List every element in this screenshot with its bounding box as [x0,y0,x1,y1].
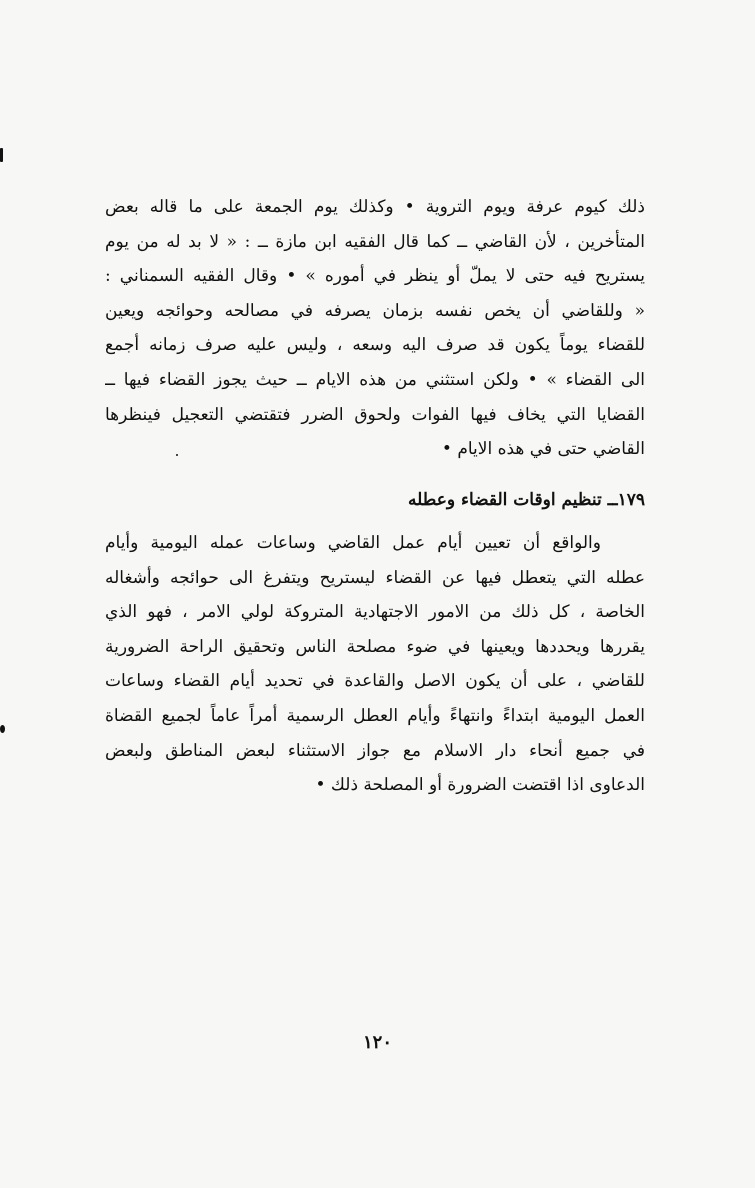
text-line: العمل اليومية ابتداءً وانتهاءً وأيام العطل الرسمية أمراً عاماً لجميع القضاة [105,705,645,726]
scan-edge-mark [0,148,3,162]
text-line: القاضي حتى في هذه الايام • [441,439,645,460]
previous-paragraph [105,190,645,467]
text-line: القضايا التي يخاف فيها الفوات ولحوق الضرر فتقتضي التعجيل فينظرها [105,404,645,425]
text-line: ذلك كيوم عرفة ويوم التروية • وكذلك يوم الجمعة على ما قاله بعض [105,197,645,217]
text-line: والواقع أن تعيين أيام عمل القاضي وساعات عمله اليومية وأيام [105,533,601,553]
text-line: يستريح فيه حتى لا يملّ أو ينظر في أموره » • وقال الفقيه السمناني : [105,266,645,287]
text-line: الدعاوى اذا اقتضت الضرورة أو المصلحة ذلك • [315,775,645,796]
scan-edge-mark [0,725,5,733]
text-line: الخاصة ، كل ذلك من الامور الاجتهادية المتروكة لولي الامر ، فهو الذي [105,602,645,623]
text-line: « وللقاضي أن يخص نفسه بزمان يصرفه في مصالحه وحوائجه ويعين [105,300,645,321]
text-line: للقضاء يوماً يكون قد صرف اليه وسعه ، وليس عليه صرف زمانه أجمع [105,335,645,356]
section-heading: ١٧٩ــ تنظيم اوقات القضاء وعطله [408,490,645,510]
text-line: الى القضاء » • ولكن استثني من هذه الايام ــ حيث يجوز القضاء فيها ــ [105,369,645,390]
text-line: عطله التي يتعطل فيها عن القضاء ليستريح ويتفرغ الى حوائجه وأشغاله [105,567,645,588]
text-line: في جميع أنحاء دار الاسلام مع جواز الاستثناء لبعض المناطق ولبعض [105,740,645,761]
page-number: ١٢٠ [362,1032,392,1053]
text-line: للقاضي ، على أن يكون الاصل والقاعدة في تحديد أيام القضاء وساعات [105,671,645,692]
text-line: يقررها ويحددها ويعينها في ضوء مصلحة الناس وتحقيق الراحة الضرورية [105,636,645,657]
text-line: المتأخرين ، لأن القاضي ــ كما قال الفقيه ابن مازة ــ : « لا بد له من يوم [105,231,645,252]
section-paragraph [105,526,645,803]
